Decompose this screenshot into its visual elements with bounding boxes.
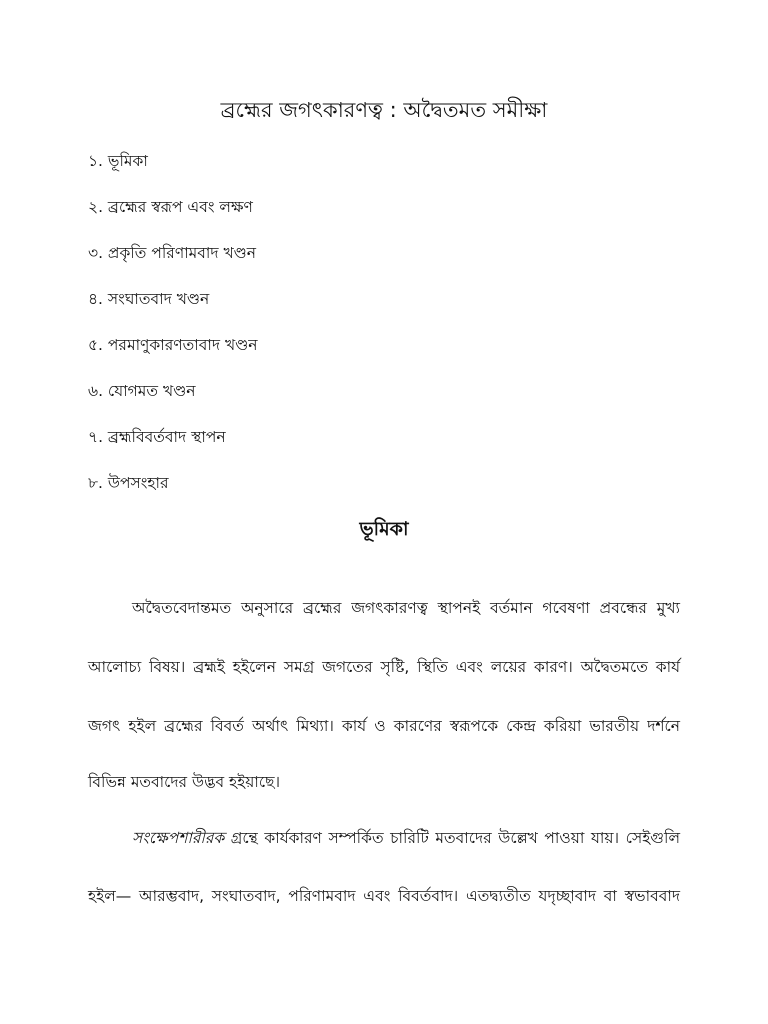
paragraph-text: গ্রন্থে কার্যকারণ সম্পর্কিত চারিটি মতবাদের উল্লেখ পাওয়া যায়। সেইগুলি — [224, 829, 680, 847]
paragraph-line: বিভিন্ন মতবাদের উদ্ভব হইয়াছে। — [88, 773, 281, 791]
paragraph-line — [132, 826, 680, 850]
paragraph-line: হইল— আরম্ভবাদ, সংঘাতবাদ, পরিণামবাদ এবং বিবর্তবাদ। এতদ্ব্যতীত যদৃচ্ছাবাদ বা স্বভাববাদ — [88, 887, 680, 905]
toc-item-introduction: ১. ভূমিকা — [88, 152, 148, 170]
paragraph-line: আলোচ্য বিষয়। ব্রহ্মই হইলেন সমগ্র জগতের সৃষ্টি, স্থিতি এবং লয়ের কারণ। অদ্বৈতমতে কার্য — [88, 658, 680, 676]
toc-item-sanghata-refutation: ৪. সংঘাতবাদ খণ্ডন — [88, 290, 210, 308]
toc-item-brahman-nature: ২. ব্রহ্মের স্বরূপ এবং লক্ষণ — [88, 198, 253, 216]
toc-item-conclusion: ৮. উপসংহার — [88, 474, 169, 492]
paragraph-line: অদ্বৈতবেদান্তমত অনুসারে ব্রহ্মের জগৎকারণত্ব স্থাপনই বর্তমান গবেষণা প্রবন্ধের মুখ্য — [132, 599, 680, 617]
book-title-italic: সংক্ষেপশারীরক — [132, 829, 225, 847]
toc-item-atomism-refutation: ৫. পরমাণুকারণতাবাদ খণ্ডন — [88, 336, 258, 354]
table-of-contents — [88, 150, 258, 518]
section-heading: ভূমিকা — [359, 518, 409, 540]
toc-item-vivarta-establishment: ৭. ব্রহ্মবিবর্তবাদ স্থাপন — [88, 428, 226, 446]
document-title: ব্রহ্মের জগৎকারণত্ব : অদ্বৈতমত সমীক্ষা — [220, 98, 548, 122]
toc-item-prakriti-refutation: ৩. প্রকৃতি পরিণামবাদ খণ্ডন — [88, 244, 257, 262]
paragraph-line: জগৎ হইল ব্রহ্মের বিবর্ত অর্থাৎ মিথ্যা। কার্য ও কারণের স্বরূপকে কেন্দ্র করিয়া ভারতীয় দর্শনে — [88, 717, 680, 735]
toc-item-yoga-refutation: ৬. যোগমত খণ্ডন — [88, 382, 196, 400]
